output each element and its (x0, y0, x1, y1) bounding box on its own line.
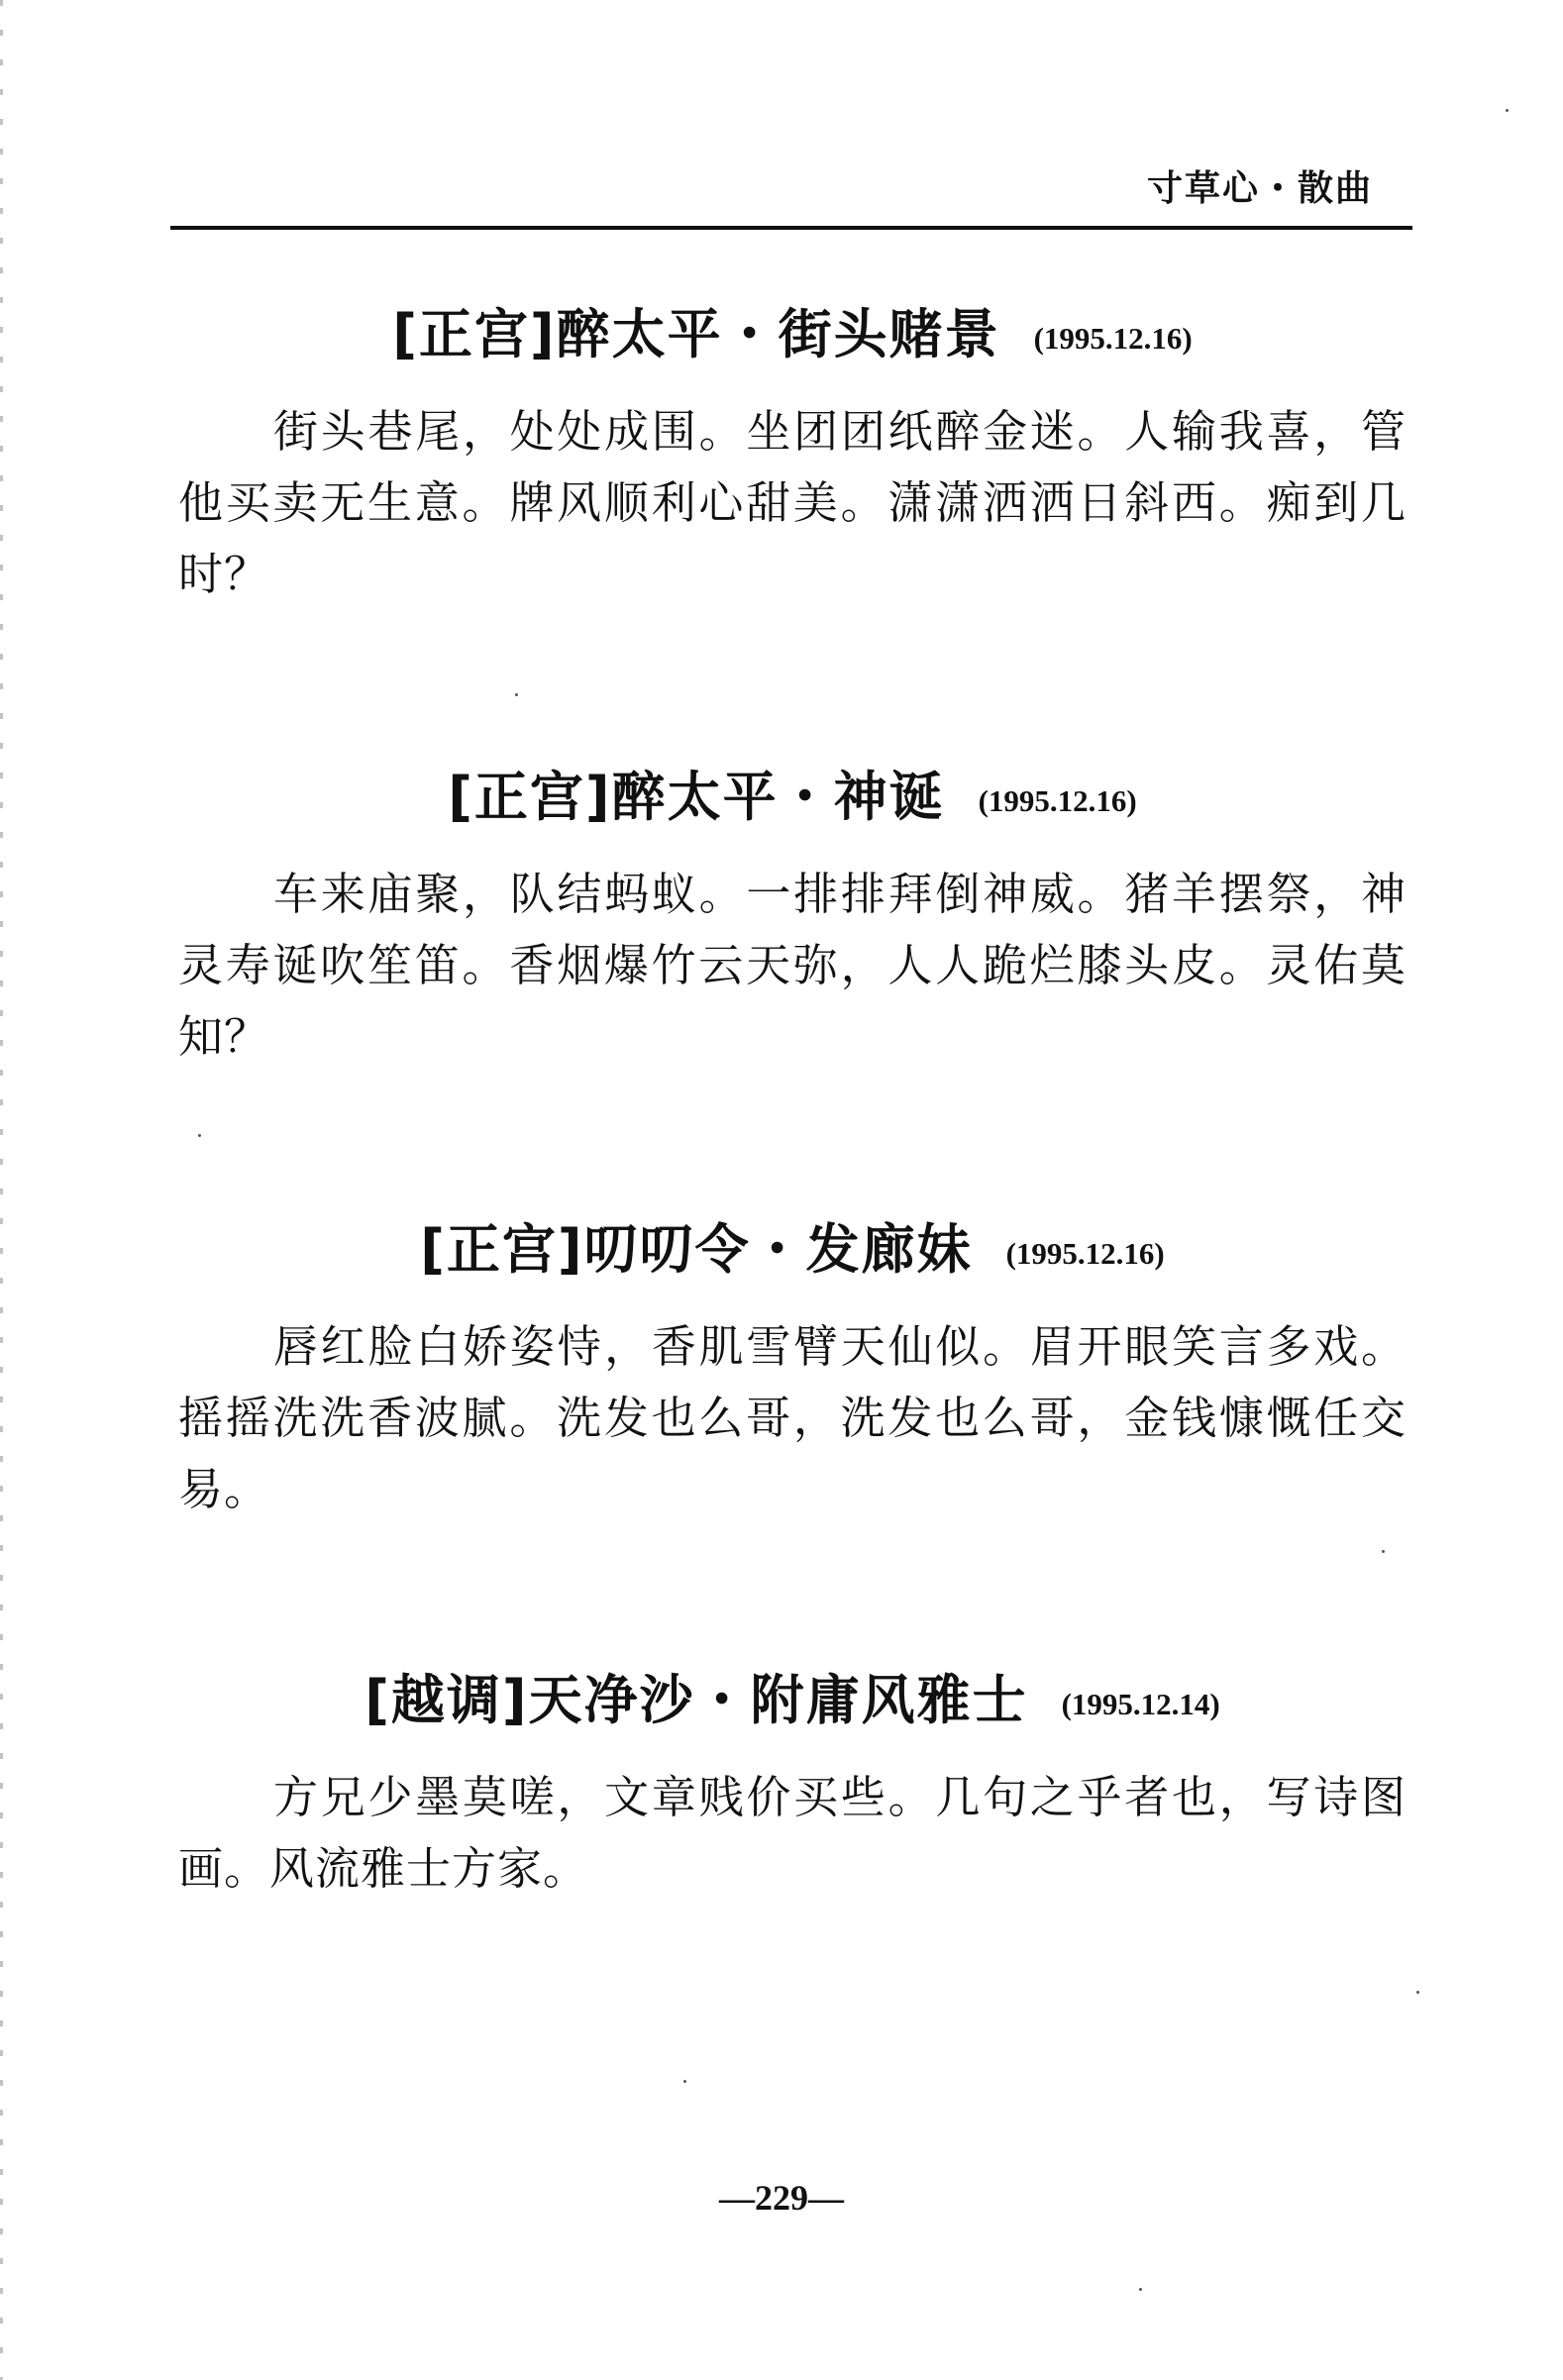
poem-text: 街头巷尾，处处成围。坐团团纸醉金迷。人输我喜，管他买卖无生意。牌风顺利心甜美。潇潇洒洒日斜西。痴到几时？ (178, 405, 1407, 600)
scan-speck (515, 693, 518, 696)
running-head: 寸草心・散曲 (1146, 167, 1373, 209)
poem-4 (178, 1661, 1407, 1905)
poem-text: 唇红脸白娇姿恃，香肌雪臂天仙似。眉开眼笑言多戏。摇摇洗洗香波腻。洗发也么哥，洗发也么哥，金钱慷慨任交易。 (178, 1320, 1407, 1515)
poem-text: 车来庙聚，队结蚂蚁。一排排拜倒神威。猪羊摆祭，神灵寿诞吹笙笛。香烟爆竹云天弥，人人跪烂膝头皮。灵佑莫知？ (178, 868, 1407, 1063)
scan-speck (1506, 109, 1509, 112)
poem-title (178, 1661, 1407, 1740)
poem-date: (1995.12.16) (1033, 321, 1193, 356)
poem-1 (178, 295, 1407, 610)
header-rule (170, 226, 1412, 230)
poem-title (178, 1210, 1407, 1290)
poem-3 (178, 1210, 1407, 1525)
scan-speck (1416, 1991, 1419, 1994)
poem-tune-title: [正宫]醉太平・神诞 (448, 766, 945, 828)
scan-speck (1382, 1550, 1385, 1553)
poem-date: (1995.12.14) (1061, 1687, 1220, 1721)
scan-speck (198, 1134, 201, 1137)
page-number: —229— (719, 2178, 844, 2218)
poem-text: 方兄少墨莫嗟，文章贱价买些。几句之乎者也，写诗图画。风流雅士方家。 (178, 1771, 1407, 1895)
poem-tune-title: [正宫]醉太平・街头赌景 (392, 303, 1000, 365)
scan-speck (683, 2080, 686, 2083)
poem-title (178, 295, 1407, 374)
poem-tune-title: [越调]天净沙・附庸风雅士 (365, 1669, 1028, 1731)
binding-edge-marks (0, 0, 3, 2380)
poem-date: (1995.12.16) (1005, 1236, 1165, 1271)
poem-2 (178, 758, 1407, 1073)
poem-date: (1995.12.16) (978, 783, 1137, 818)
scan-speck (1139, 2288, 1142, 2291)
poem-tune-title: [正宫]叨叨令・发廊妹 (420, 1218, 973, 1281)
poem-title (178, 758, 1407, 837)
